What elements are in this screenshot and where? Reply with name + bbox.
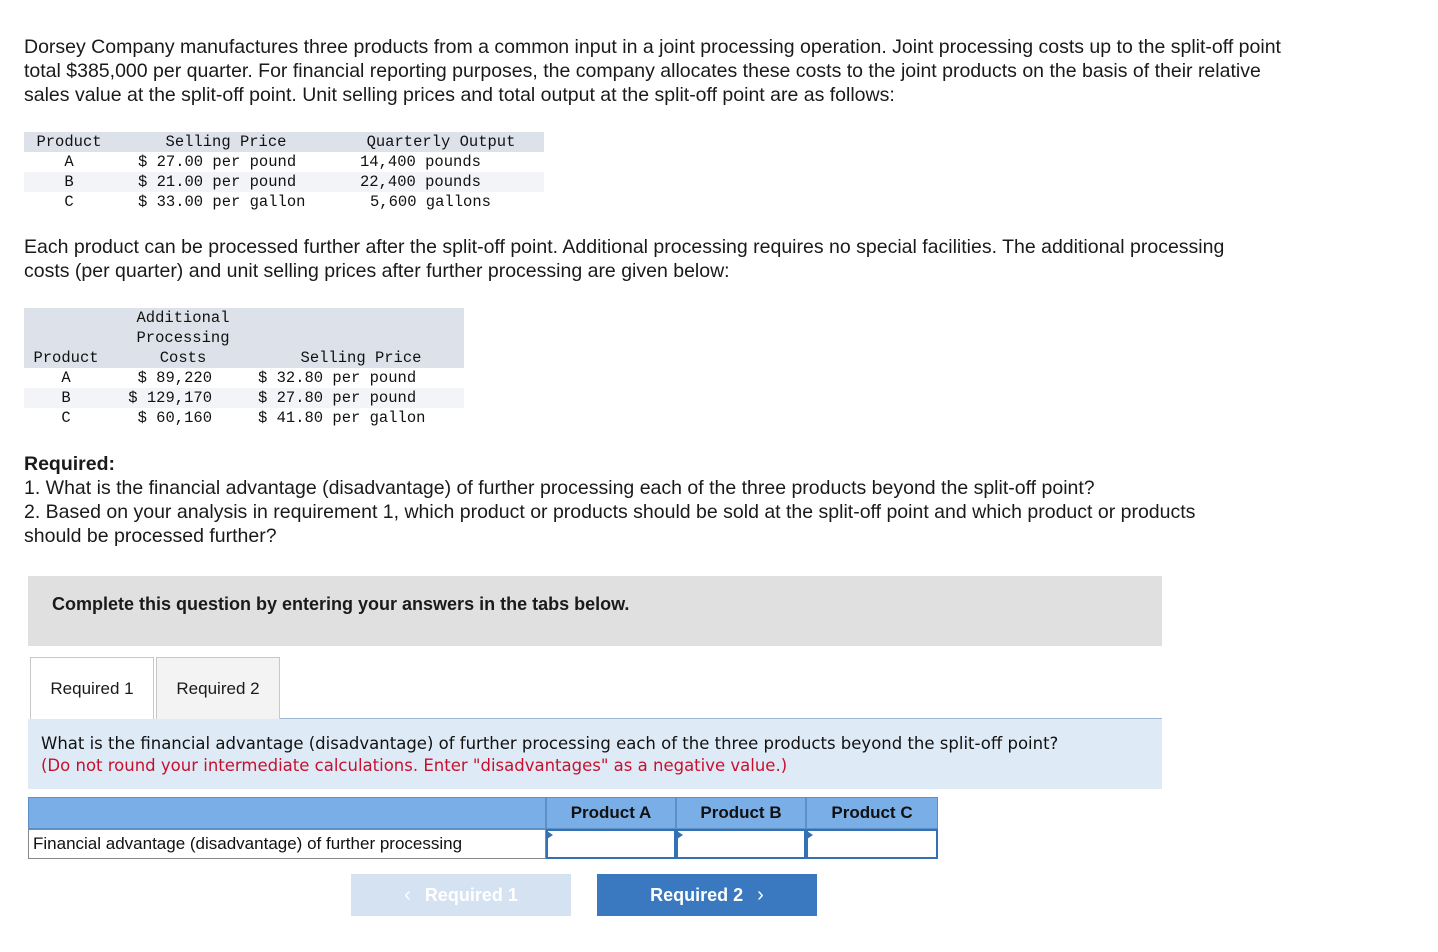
col-product: Product: [33, 349, 99, 367]
table-row: C $ 33.00 per gallon 5,600 gallons: [64, 193, 491, 211]
intro-paragraph: Dorsey Company manufactures three products from a common input in a joint processing operation. Joint processing costs up to the split-off point total $385,000 per quarter. For financial reporting purposes, the company allocates these costs to the joint products on the basis of their relative sales value at the split-off point. Unit selling prices and total output at the split-off point are as follows:: [24, 36, 1281, 106]
col-product: Product: [36, 133, 102, 151]
product-c-input[interactable]: [806, 829, 938, 859]
input-marker-icon: [677, 831, 683, 839]
tab-required-2[interactable]: Required 2: [156, 657, 280, 719]
table-row: A $ 89,220 $ 32.80 per pound: [61, 369, 417, 387]
chevron-left-icon: ‹: [404, 883, 411, 906]
input-marker-icon: [807, 831, 813, 839]
split-off-table: [24, 132, 544, 212]
product-b-input[interactable]: [676, 829, 806, 859]
chevron-right-icon: ›: [757, 883, 764, 906]
next-button-label: Required 2: [650, 884, 744, 905]
middle-paragraph: Each product can be processed further after the split-off point. Additional processing requires no special facilities. The additional processing costs (per quarter) and unit selling prices after further processing are given below:: [24, 236, 1225, 282]
prev-required-1-button[interactable]: [351, 874, 571, 916]
table-row: B $ 129,170 $ 27.80 per pound: [24, 388, 464, 408]
grid-header-blank: [28, 797, 546, 829]
product-a-input[interactable]: [546, 829, 676, 859]
input-marker-icon: [547, 831, 553, 839]
table-row: A $ 27.00 per pound 14,400 pounds: [64, 153, 481, 171]
question-instruction: (Do not round your intermediate calculations. Enter "disadvantages" as a negative value.): [41, 756, 788, 775]
col-selling-price: Selling Price: [165, 133, 287, 151]
required-heading: Required:: [24, 453, 116, 475]
grid-header-product-a: Product A: [546, 797, 676, 829]
grid-header-product-c: Product C: [806, 797, 938, 829]
table-row: B $ 21.00 per pound 22,400 pounds: [24, 172, 544, 192]
prev-button-label: Required 1: [424, 884, 518, 905]
grid-header-product-b: Product B: [676, 797, 806, 829]
tab-required-1[interactable]: Required 1: [30, 657, 154, 719]
col-additional-costs: Additional Processing Costs: [136, 309, 230, 367]
further-processing-table: [24, 308, 464, 428]
next-required-2-button[interactable]: [597, 874, 817, 916]
question-box: [28, 719, 1162, 789]
required-item-2: 2. Based on your analysis in requirement 1, which product or products should be sold at the split-off point and which product or products should be processed further?: [24, 501, 1196, 547]
table-row: C $ 60,160 $ 41.80 per gallon: [61, 409, 426, 427]
instructions-banner: [28, 576, 1162, 646]
col-quarterly-output: Quarterly Output: [366, 133, 516, 151]
banner-text: Complete this question by entering your answers in the tabs below.: [52, 594, 630, 614]
required-list: [24, 476, 1254, 548]
col-selling-price: Selling Price: [300, 349, 422, 367]
question-text: What is the financial advantage (disadvantage) of further processing each of the three products beyond the split-off point?: [41, 734, 1059, 753]
grid-row-label: Financial advantage (disadvantage) of further processing: [28, 829, 546, 859]
table-header-row: [24, 308, 464, 368]
table-header-row: [24, 132, 544, 152]
required-item-1: 1. What is the financial advantage (disadvantage) of further processing each of the three products beyond the split-off point?: [24, 477, 1095, 499]
